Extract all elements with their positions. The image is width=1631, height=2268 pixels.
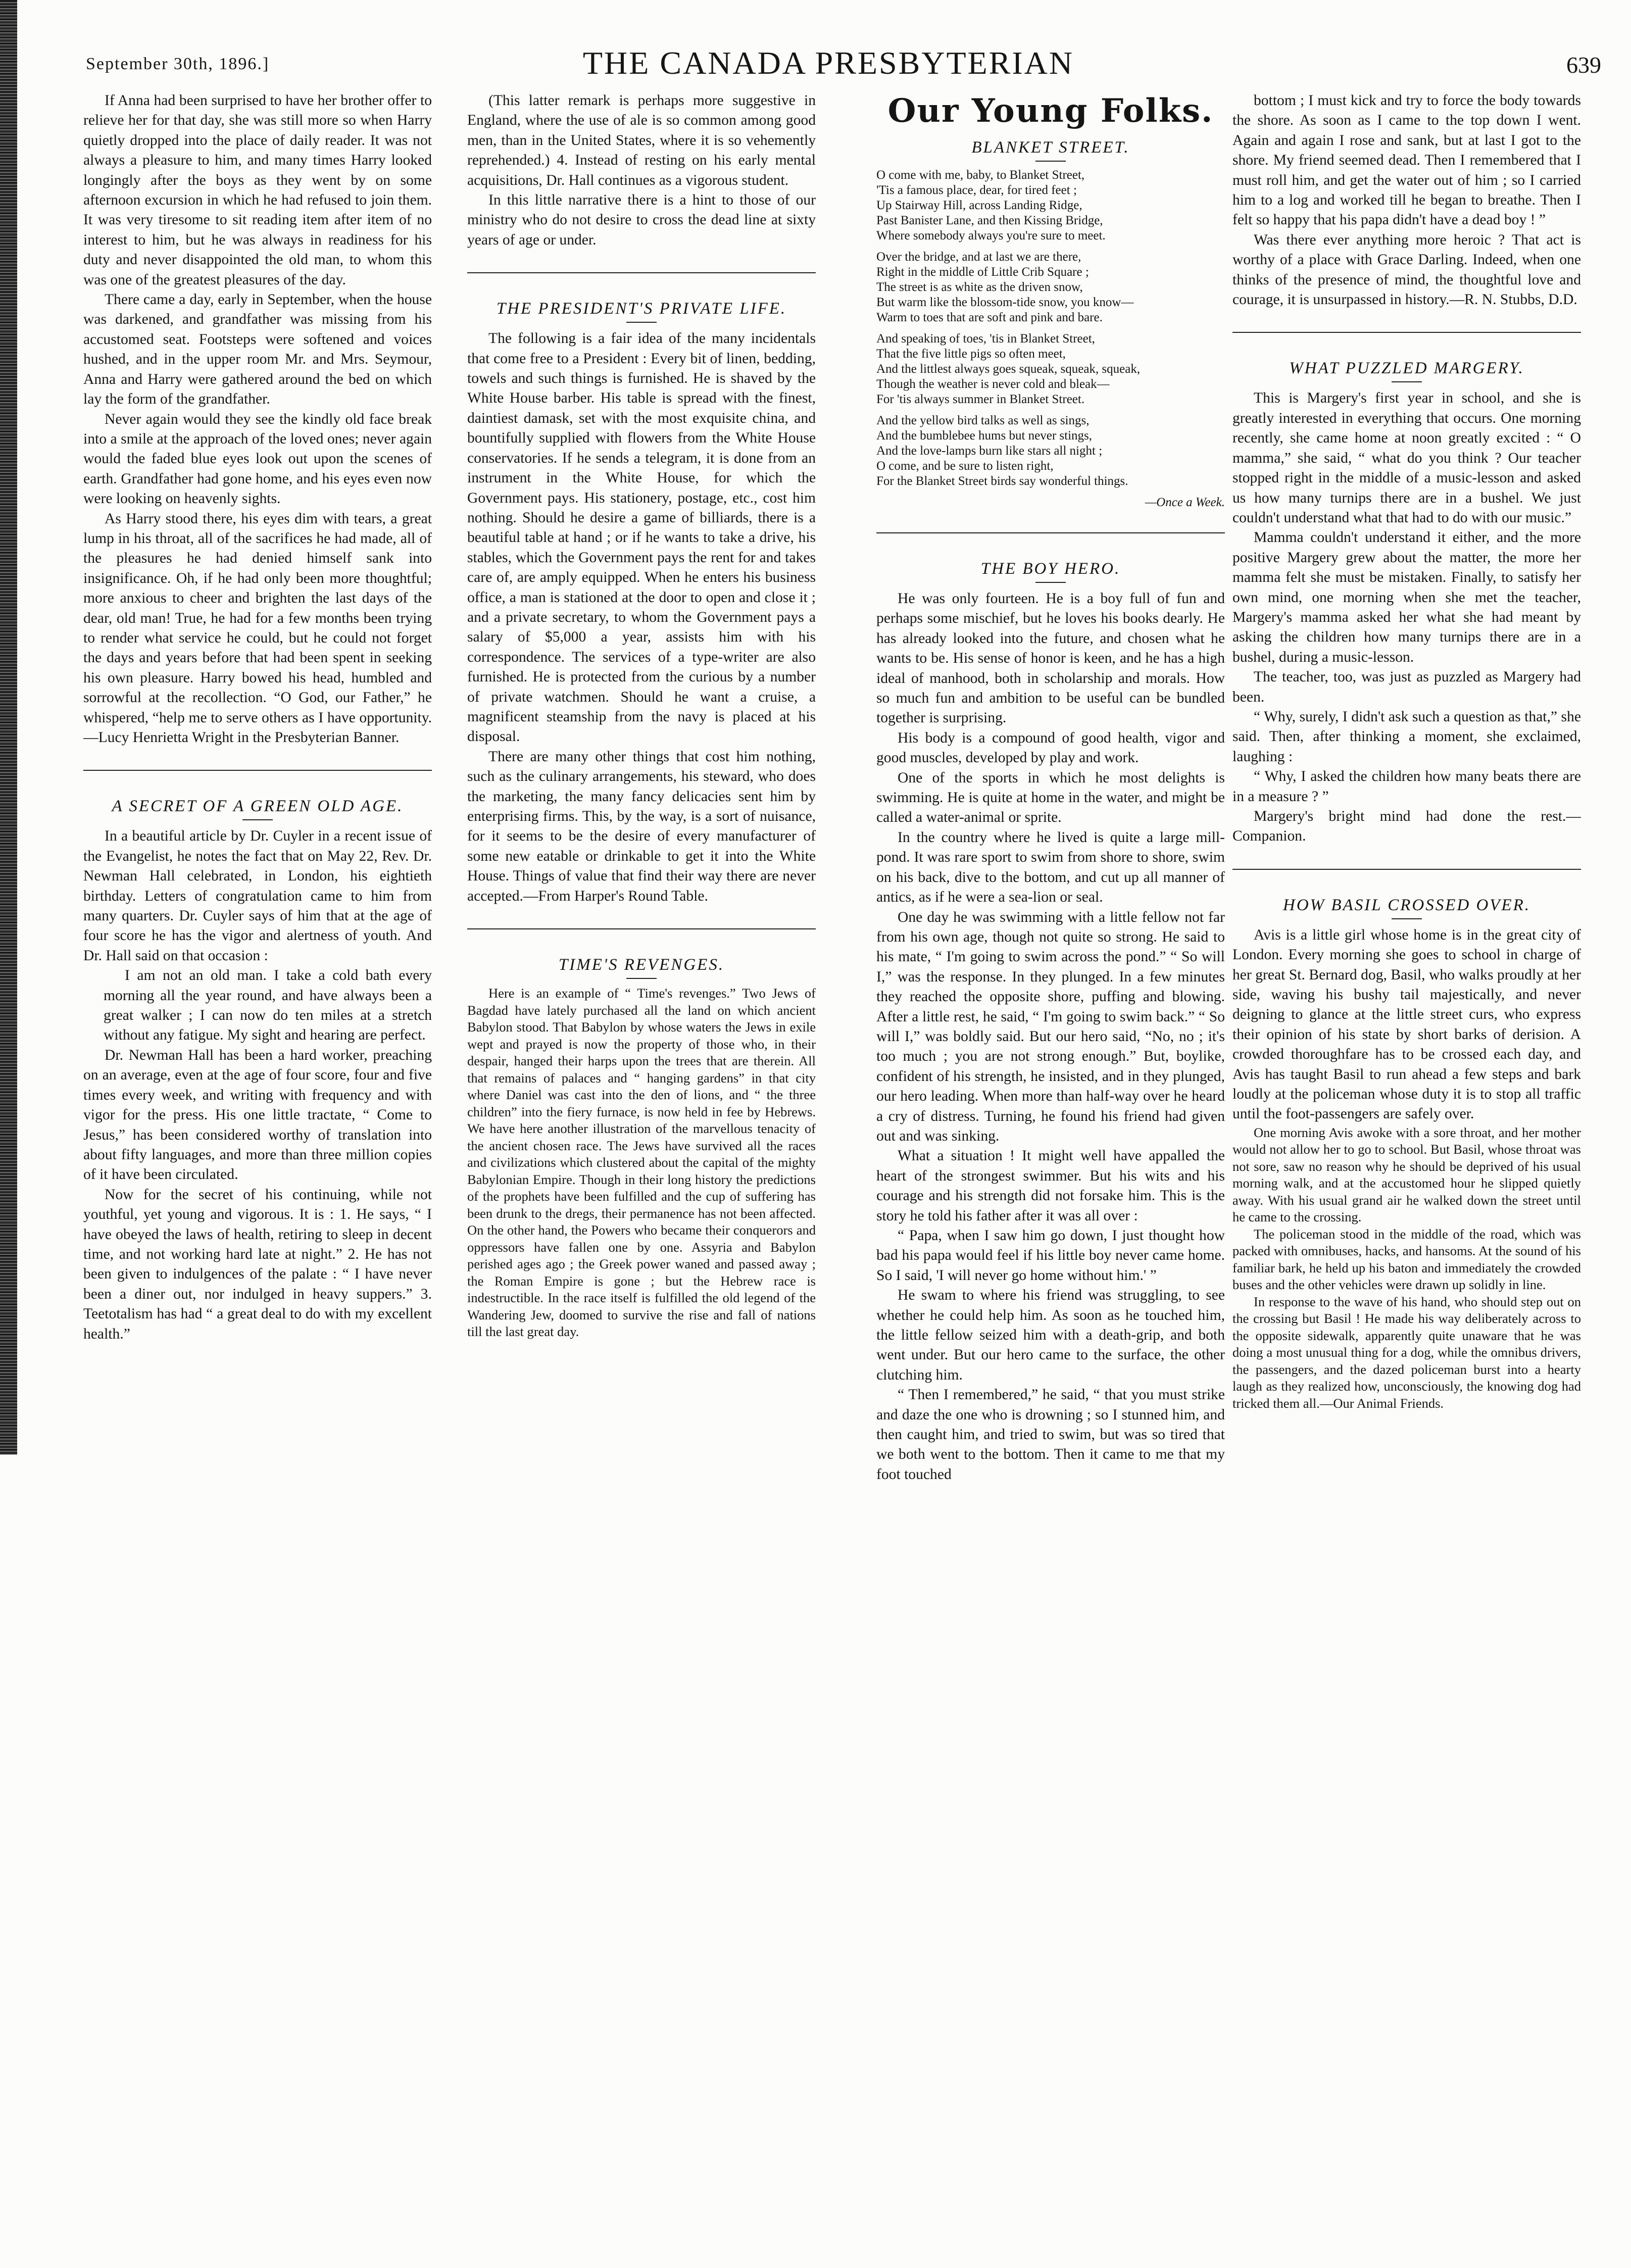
issue-date: September 30th, 1896.] [86,55,270,73]
page-number: 639 [1566,52,1601,78]
section-divider [467,272,816,273]
poem-line: For the Blanket Street birds say wonderful things. [876,474,1128,488]
section-divider [1232,869,1581,870]
poem-line: Up Stairway Hill, across Landing Ridge, [876,199,1082,212]
poem-line: And speaking of toes, 'tis in Blanket Street, [876,332,1095,346]
paragraph: This is Margery's first year in school, and she is greatly interested in everything that occurs. One morning recently, she came home at noon greatly excited : “ O mamma,” she said, “ what do you think ? Our teacher stopped right in the middle of a music-lesson and asked us how many turnips there are in a bushel. We just couldn't understand what that had to do with our music.” [1232,390,1581,526]
paragraph: Margery's bright mind had done the rest.—Companion. [1232,808,1581,845]
poem-line: O come with me, baby, to Blanket Street, [876,168,1085,182]
quote-paragraph: I am not an old man. I take a cold bath every morning all the year round, and have always been a great walker ; I can now do ten miles at a stretch without any fatigue. My sight and hearing are perfect. [104,967,432,1044]
paragraph: Dr. Newman Hall has been a hard worker, preaching on an average, even at the age of four score, four and five times every week, and writing with frequency and with vigor for the press. His one little tractate, “ Come to Jesus,” has been considered worthy of translation into about fifty languages, and more than three million copies of it have been circulated. [83,1047,432,1183]
poem-line: And the littlest always goes squeak, squeak, squeak, [876,362,1141,376]
paragraph: If Anna had been surprised to have her brother offer to relieve her for that day, she was still more so when Harry quietly dropped into the place of daily reader. It was not always a pleasure to him, and many times Harry looked longingly after the boys as they went by on some afternoon excursion in which he had refused to join them. It was very tiresome to sit reading item after item of no interest to him, but he was always in readiness for his duty and never disappointed the old man, to whom this was one of the greatest pleasures of the day. [83,92,432,288]
column-3 [876,91,1225,2253]
poem-line: And the bumblebee hums but never stings, [876,429,1093,442]
poem-source: —Once a Week. [1145,496,1225,509]
paragraph: One of the sports in which he most delights is swimming. He is quite at home in the water, and might be called a water-animal or sprite. [876,769,1225,826]
paragraph: The following is a fair idea of the many incidentals that come free to a President : Every bit of linen, bedding, towels and such things is furnished. He is shaved by the White House barber. His table is spread with the finest, daintiest damask, set with the most exquisite china, and bountifully supplied with flowers from the White House conservatories. If he sends a telegram, it is done from an instrument in the White House, for which the Government pays. His stationery, postage, etc., cost him nothing. Should he desire a game of billiards, there is a beautiful table at hand ; or if he wants to take a drive, his stables, which the Government pays the rent for and takes care of, are amply equipped. When he enters his business office, a man is stationed at the door to open and close it ; and a private secretary, to whom the Government pays a salary of $5,000 a year, assists him with his correspondence. The services of a type-writer are also furnished. He is protected from the curious by a number of private watchmen. Should he want a cruise, a magnificent steamship from the navy is placed at his disposal. [467,330,816,745]
article-title: THE BOY HERO. [980,560,1121,578]
poem-stanza [876,168,1225,243]
section-divider [83,770,432,771]
poem-line: Warm to toes that are soft and pink and bare. [876,311,1103,324]
paragraph: Now for the secret of his continuing, while not youthful, yet young and vigorous. It is : 1. He says, “ I have obeyed the laws of health, retiring to sleep in decent time, and not working hard late at night.” 2. He has not been given to indulgences of the palate : “ I have never been a diner out, nor indulged in heavy suppers.” 3. Teetotalism has had “ a great deal to do with my excellent health.” [83,1186,432,1342]
column-1 [83,91,432,2253]
paragraph: The policeman stood in the middle of the road, which was packed with omnibuses, hacks, and hansoms. At the sound of his familiar bark, he held up his baton and immediately the crowded buses and the other vehicles were drawn up solidly in line. [1232,1226,1581,1293]
poem-line: Past Banister Lane, and then Kissing Bridge, [876,214,1103,227]
title-rule [1392,918,1422,919]
article-title: A SECRET OF A GREEN OLD AGE. [112,797,404,816]
poem-line: Where somebody always you're sure to meet. [876,229,1106,242]
paragraph: In a beautiful article by Dr. Cuyler in a recent issue of the Evangelist, he notes the fact that on May 22, Rev. Dr. Newman Hall celebrated, in London, his eightieth birthday. Letters of congratulation came to him from many quarters. Dr. Cuyler says of him that at the age of four score he has the vigor and alertness of youth. And Dr. Hall said on that occasion : [83,828,432,964]
title-rule [1035,161,1066,162]
paragraph: (This latter remark is perhaps more suggestive in England, where the use of ale is so common among good men, than in the United States, where it is so vehemently reprehended.) 4. Instead of resting on his early mental acquisitions, Dr. Hall continues as a vigorous student. [467,92,816,188]
title-rule [1035,582,1066,583]
poem-title: BLANKET STREET. [971,138,1130,157]
paragraph: Was there ever anything more heroic ? That act is worthy of a place with Grace Darling. Indeed, when one thinks of the presence of mind, the thoughtful love and courage, it is unsurpassed in history.—R. N. Stubbs, D.D. [1232,231,1581,308]
paragraph: In response to the wave of his hand, who should step out on the crossing but Basil ! He made his way deliberately across to the opposite sidewalk, apparently quite unaware that he was doing a most unusual thing for a dog, while the omnibus drivers, the passengers, and the dazed policeman burst into a hearty laugh as they realized how, unconsciously, the knowing dog had tricked them all.—Our Animal Friends. [1232,1294,1581,1411]
paragraph: bottom ; I must kick and try to force the body towards the shore. As soon as I came to the top down I went. Again and again I rose and sank, but at last I got to the shore. My friend seemed dead. Then I remembered that I must roll him, and get the water out of him ; so I carried him to a log and worked till he began to breathe. Then I felt so happy that his papa didn't have a dead boy ! ” [1232,92,1581,228]
paragraph: “ Why, I asked the children how many beats there are in a measure ? ” [1232,768,1581,805]
paragraph: His body is a compound of good health, vigor and good muscles, developed by play and work. [876,729,1225,766]
title-rule [1392,381,1422,382]
poem-line: Though the weather is never cold and bleak— [876,377,1110,391]
poem-stanza [876,413,1225,489]
block-quote [83,966,432,1046]
column-2 [467,91,816,2253]
poem-line: Over the bridge, and at last we are there, [876,250,1081,264]
title-rule [626,322,657,323]
poem-line: That the five little pigs so often meet, [876,347,1066,361]
paragraph: One morning Avis awoke with a sore throat, and her mother would not allow her to go to school. But Basil, whose throat was not sore, saw no reason why he should be deprived of his usual morning walk, and at the accustomed hour he slipped quietly away. With his usual grand air he walked down the street until he came to the crossing. [1232,1124,1581,1225]
poem-line: But warm like the blossom-tide snow, you know— [876,295,1134,309]
section-divider [876,532,1225,533]
poem-stanza [876,331,1225,407]
article-title: TIME'S REVENGES. [558,956,725,974]
paragraph: There are many other things that cost him nothing, such as the culinary arrangements, his steward, who does the marketing, the many fancy delicacies sent him by enterprising firms. This, by the way, is a sort of nuisance, for it seems to be the desire of every manufacturer of some new eatable or drinkable to get it into the White House. Things of value that find their way there are never accepted.—From Harper's Round Table. [467,748,816,904]
poem-line: And the love-lamps burn like stars all night ; [876,444,1103,458]
paragraph: He was only fourteen. He is a boy full of fun and perhaps some mischief, but he loves his books dearly. He has already looked into the future, and chosen what he wants to be. His sense of honor is keen, and he has a high ideal of manhood, both in scholarship and morals. How so much fun and ambition to be useful can be bundled together is surprising. [876,590,1225,726]
paragraph: Avis is a little girl whose home is in the great city of London. Every morning she goes to school in charge of her great St. Bernard dog, Basil, who walks proudly at her side, waving his bushy tail majestically, and never deigning to glance at the little street curs, who express their opinion of his state by short barks of derision. A crowded thoroughfare has to be crossed each day, and Avis has taught Basil to run ahead a few steps and bark loudly at the policeman whose duty it is to stop all traffic until the foot-passengers are safely over. [1232,926,1581,1122]
article-title: HOW BASIL CROSSED OVER. [1282,896,1530,914]
paragraph: “ Why, surely, I didn't ask such a question as that,” she said. Then, after thinking a moment, she exclaimed, laughing : [1232,708,1581,765]
section-divider [467,928,816,929]
paragraph: The teacher, too, was just as puzzled as Margery had been. [1232,669,1581,705]
poem [876,168,1225,489]
column-4 [1232,91,1581,2253]
paragraph: Never again would they see the kindly old face break into a smile at the approach of the loved ones; never again would the faded blue eyes look out upon the scenes of earth. Grandfather had gone home, and his eyes even now were looking on heavenly sights. [83,411,432,507]
poem-stanza [876,250,1225,325]
paragraph: “ Papa, when I saw him go down, I just thought how bad his papa would feel if his little boy never came home. So I said, 'I will never go home without him.' ” [876,1227,1225,1284]
title-rule [242,819,273,820]
section-masthead: Our Young Folks. [887,92,1214,130]
paragraph: There came a day, early in September, when the house was darkened, and grandfather was missing from his accustomed seat. Footsteps were softened and voices hushed, and in the upper room Mr. and Mrs. Seymour, Anna and Harry were gathered around the bed on which lay the form of the grandfather. [83,291,432,408]
poem-line: O come, and be sure to listen right, [876,459,1054,473]
paragraph: In the country where he lived is quite a large mill-pond. It was rare sport to swim from shore to shore, swim on his back, dive to the bottom, and cut up all manner of antics, as if he were a sea-lion or seal. [876,829,1225,906]
paragraph: One day he was swimming with a little fellow not far from his own age, though not quite so strong. He said to his mate, “ I'm going to swim across the pond.” “ So will I,” was the response. In they plunged. In a few minutes they reached the opposite shore, puffing and blowing. After a little rest, he said, “ I'm going to swim back.” “ So will I,” was boldly said. But our hero said, “No, no ; it's too much ; you are not strong enough.” But, boylike, confident of his strength, he insisted, and in they plunged, our hero leading. When more than half-way over he heard a cry of distress. Turning, he found his friend had given out and was sinking. [876,909,1225,1144]
newspaper-title: THE CANADA PRESBYTERIAN [582,45,1074,81]
poem-line: Right in the middle of Little Crib Square ; [876,265,1089,279]
paragraph: In this little narrative there is a hint to those of our ministry who do not desire to cross the dead line at sixty years of age or under. [467,192,816,248]
paragraph: What a situation ! It might well have appalled the heart of the strongest swimmer. But his wits and his courage and his strength did not forsake him. This is the story he told his father after it was all over : [876,1148,1225,1224]
scan-edge [0,0,17,1455]
paragraph: He swam to where his friend was struggling, to see whether he could help him. As soon as he touched him, the little fellow seized him with a death-grip, and both went under. But our hero came to the surface, the other clutching him. [876,1287,1225,1383]
page-header [56,44,1601,90]
article-title: WHAT PUZZLED MARGERY. [1289,359,1524,378]
paragraph: Here is an example of “ Time's revenges.” Two Jews of Bagdad have lately purchased all the land on which ancient Babylon stood. That Babylon by whose waters the Jews in exile wept and prayed is now the property of those who, in their despair, hanged their harps upon the trees that are therein. All that remains of palaces and “ hanging gardens” in that city where Daniel was cast into the den of lions, and “ the three children” into the fiery furnace, is now held in fee by Hebrews. We have here another illustration of the marvellous tenacity of the ancient chosen race. The Jews have survived all the races and civilizations which clustered about the capital of the mighty Babylonian Empire. Though in their long history the predictions of the prophets have been fulfilled and the cup of suffering has been drunk to the dregs, their permanence has not been affected. On the other hand, the Powers who became their conquerors and oppressors have fallen one by one. Assyria and Babylon perished ages ago ; the Greek power waned and passed away ; the Roman Empire is gone ; but the Hebrew race is indestructible. In the race itself is fulfilled the old legend of the Wandering Jew, doomed to survive the rise and fall of nations till the last great day. [467,985,816,1340]
poem-line: For 'tis always summer in Blanket Street. [876,392,1085,406]
title-rule [626,978,657,979]
section-divider [1232,332,1581,333]
paragraph: “ Then I remembered,” he said, “ that you must strike and daze the one who is drowning ; so I stunned him, and then caught him, and tried to swim, but was so tired that we both went to the bottom. Then it came to me that my foot touched [876,1387,1225,1483]
paragraph: As Harry stood there, his eyes dim with tears, a great lump in his throat, all of the sacrifices he had made, all of the pleasures he had denied himself sank into insignificance. Oh, if he had only been more thoughtful; more anxious to cheer and brighten the last days of the dear, old man! True, he had for a few months been trying to render what service he could, but he could not forget the days and years before that had been spent in seeking his own pleasure. Harry bowed his head, humbled and sorrowful at the recollection. “O God, our Father,” he whispered, “help me to serve others as I have opportunity.—Lucy Henrietta Wright in the Presbyterian Banner. [83,510,432,746]
poem-line: The street is as white as the driven snow, [876,280,1083,294]
poem-line: And the yellow bird talks as well as sings, [876,414,1090,427]
article-title: THE PRESIDENT'S PRIVATE LIFE. [496,300,787,318]
poem-line: 'Tis a famous place, dear, for tired feet ; [876,183,1077,197]
paragraph: Mamma couldn't understand it either, and the more positive Margery grew about the matter, the more her mamma felt she must be mistaken. Finally, to satisfy her own mind, one morning when she met the teacher, Margery's mamma asked her what she had meant by asking the children how many turnips there are in a bushel, during a music-lesson. [1232,529,1581,665]
